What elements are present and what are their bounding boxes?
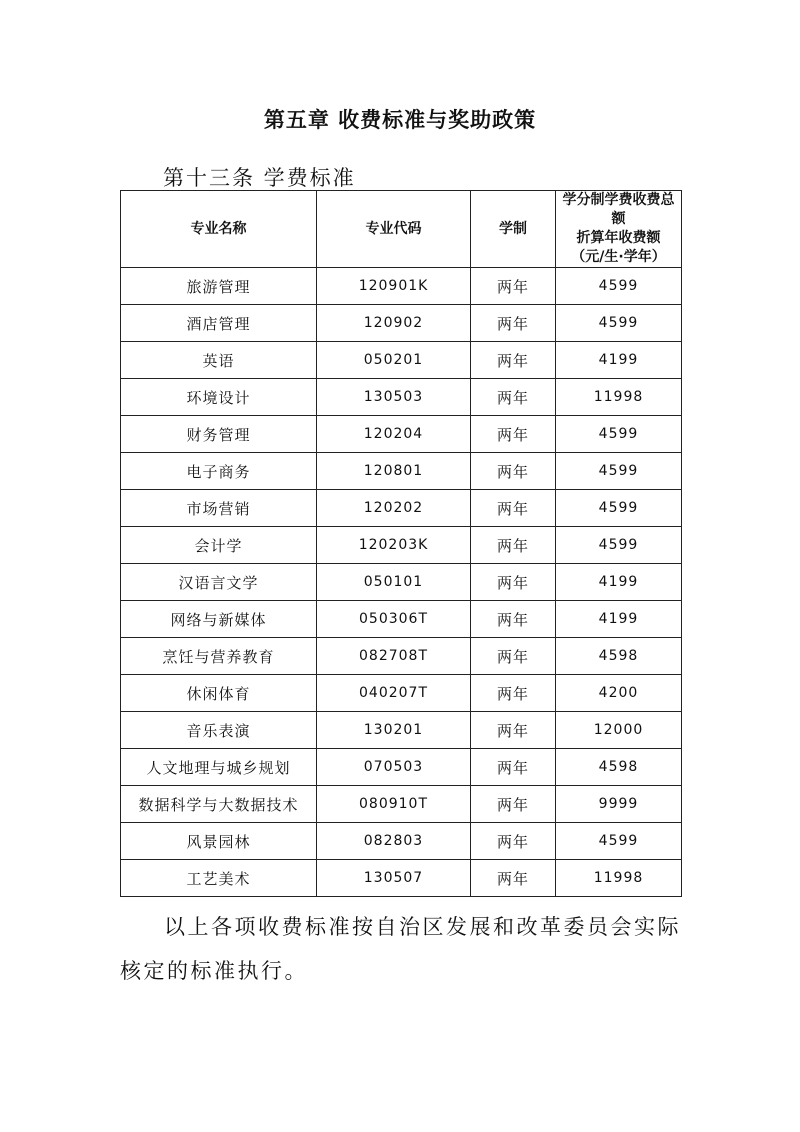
cell-duration: 两年 xyxy=(471,638,556,675)
cell-annual-fee: 11998 xyxy=(556,860,682,897)
cell-major-code: 080910T xyxy=(317,786,471,823)
cell-major-name: 市场营销 xyxy=(121,490,317,527)
closing-note: 以上各项收费标准按自治区发展和改革委员会实际核定的标准执行。 xyxy=(120,915,681,983)
cell-duration: 两年 xyxy=(471,749,556,786)
table-row xyxy=(121,564,682,601)
cell-major-code: 120204 xyxy=(317,416,471,453)
cell-duration: 两年 xyxy=(471,601,556,638)
table-row xyxy=(121,379,682,416)
cell-major-code: 082803 xyxy=(317,823,471,860)
cell-duration: 两年 xyxy=(471,527,556,564)
cell-major-name: 酒店管理 xyxy=(121,305,317,342)
table-body xyxy=(121,268,682,897)
cell-major-name: 汉语言文学 xyxy=(121,564,317,601)
cell-major-name: 英语 xyxy=(121,342,317,379)
table-row xyxy=(121,268,682,305)
cell-annual-fee: 4199 xyxy=(556,564,682,601)
cell-annual-fee: 4598 xyxy=(556,638,682,675)
cell-major-code: 050306T xyxy=(317,601,471,638)
cell-major-code: 120902 xyxy=(317,305,471,342)
cell-annual-fee: 4599 xyxy=(556,416,682,453)
table-row xyxy=(121,342,682,379)
cell-major-code: 050201 xyxy=(317,342,471,379)
cell-duration: 两年 xyxy=(471,675,556,712)
cell-major-name: 财务管理 xyxy=(121,416,317,453)
cell-annual-fee: 4598 xyxy=(556,749,682,786)
cell-annual-fee: 4599 xyxy=(556,823,682,860)
cell-major-code: 120203K xyxy=(317,527,471,564)
table-header-row xyxy=(121,191,682,268)
cell-annual-fee: 4599 xyxy=(556,453,682,490)
cell-major-name: 电子商务 xyxy=(121,453,317,490)
table-row xyxy=(121,601,682,638)
header-duration: 学制 xyxy=(471,191,556,268)
table-row xyxy=(121,786,682,823)
cell-major-code: 070503 xyxy=(317,749,471,786)
table-row xyxy=(121,490,682,527)
cell-duration: 两年 xyxy=(471,564,556,601)
cell-duration: 两年 xyxy=(471,860,556,897)
cell-major-code: 120801 xyxy=(317,453,471,490)
cell-duration: 两年 xyxy=(471,453,556,490)
table-row xyxy=(121,823,682,860)
cell-duration: 两年 xyxy=(471,268,556,305)
cell-annual-fee: 4599 xyxy=(556,490,682,527)
cell-major-code: 120202 xyxy=(317,490,471,527)
cell-major-code: 120901K xyxy=(317,268,471,305)
header-fee-line-1: 学分制学费收费总额 xyxy=(562,192,675,227)
cell-duration: 两年 xyxy=(471,305,556,342)
tuition-fee-table xyxy=(120,190,682,897)
cell-duration: 两年 xyxy=(471,379,556,416)
cell-duration: 两年 xyxy=(471,786,556,823)
cell-major-name: 网络与新媒体 xyxy=(121,601,317,638)
table-row xyxy=(121,416,682,453)
cell-annual-fee: 4200 xyxy=(556,675,682,712)
cell-major-code: 082708T xyxy=(317,638,471,675)
cell-major-code: 130507 xyxy=(317,860,471,897)
cell-major-name: 人文地理与城乡规划 xyxy=(121,749,317,786)
cell-major-name: 烹饪与营养教育 xyxy=(121,638,317,675)
cell-major-name: 休闲体育 xyxy=(121,675,317,712)
table-row xyxy=(121,638,682,675)
table-row xyxy=(121,712,682,749)
table-row xyxy=(121,305,682,342)
header-major-name: 专业名称 xyxy=(121,191,317,268)
chapter-title: 第五章 收费标准与奖助政策 xyxy=(263,108,537,132)
table-row xyxy=(121,527,682,564)
cell-major-name: 音乐表演 xyxy=(121,712,317,749)
cell-annual-fee: 9999 xyxy=(556,786,682,823)
cell-major-code: 050101 xyxy=(317,564,471,601)
cell-major-name: 会计学 xyxy=(121,527,317,564)
table-row xyxy=(121,749,682,786)
table-row xyxy=(121,675,682,712)
cell-annual-fee: 11998 xyxy=(556,379,682,416)
table-row xyxy=(121,860,682,897)
cell-annual-fee: 4599 xyxy=(556,305,682,342)
cell-major-name: 数据科学与大数据技术 xyxy=(121,786,317,823)
cell-annual-fee: 4599 xyxy=(556,527,682,564)
article-heading: 第十三条 学费标准 xyxy=(163,166,356,190)
cell-duration: 两年 xyxy=(471,823,556,860)
cell-annual-fee: 4199 xyxy=(556,342,682,379)
cell-duration: 两年 xyxy=(471,342,556,379)
cell-major-name: 旅游管理 xyxy=(121,268,317,305)
header-annual-fee xyxy=(556,191,682,268)
cell-major-name: 环境设计 xyxy=(121,379,317,416)
header-major-code: 专业代码 xyxy=(317,191,471,268)
cell-duration: 两年 xyxy=(471,490,556,527)
cell-major-name: 工艺美术 xyxy=(121,860,317,897)
cell-major-code: 130201 xyxy=(317,712,471,749)
cell-annual-fee: 4199 xyxy=(556,601,682,638)
header-fee-line-2: 折算年收费额 xyxy=(576,230,661,246)
cell-duration: 两年 xyxy=(471,712,556,749)
cell-duration: 两年 xyxy=(471,416,556,453)
cell-major-code: 130503 xyxy=(317,379,471,416)
cell-major-name: 风景园林 xyxy=(121,823,317,860)
cell-annual-fee: 12000 xyxy=(556,712,682,749)
header-fee-line-3: （元/生·学年） xyxy=(571,249,666,265)
cell-annual-fee: 4599 xyxy=(556,268,682,305)
cell-major-code: 040207T xyxy=(317,675,471,712)
table-row xyxy=(121,453,682,490)
